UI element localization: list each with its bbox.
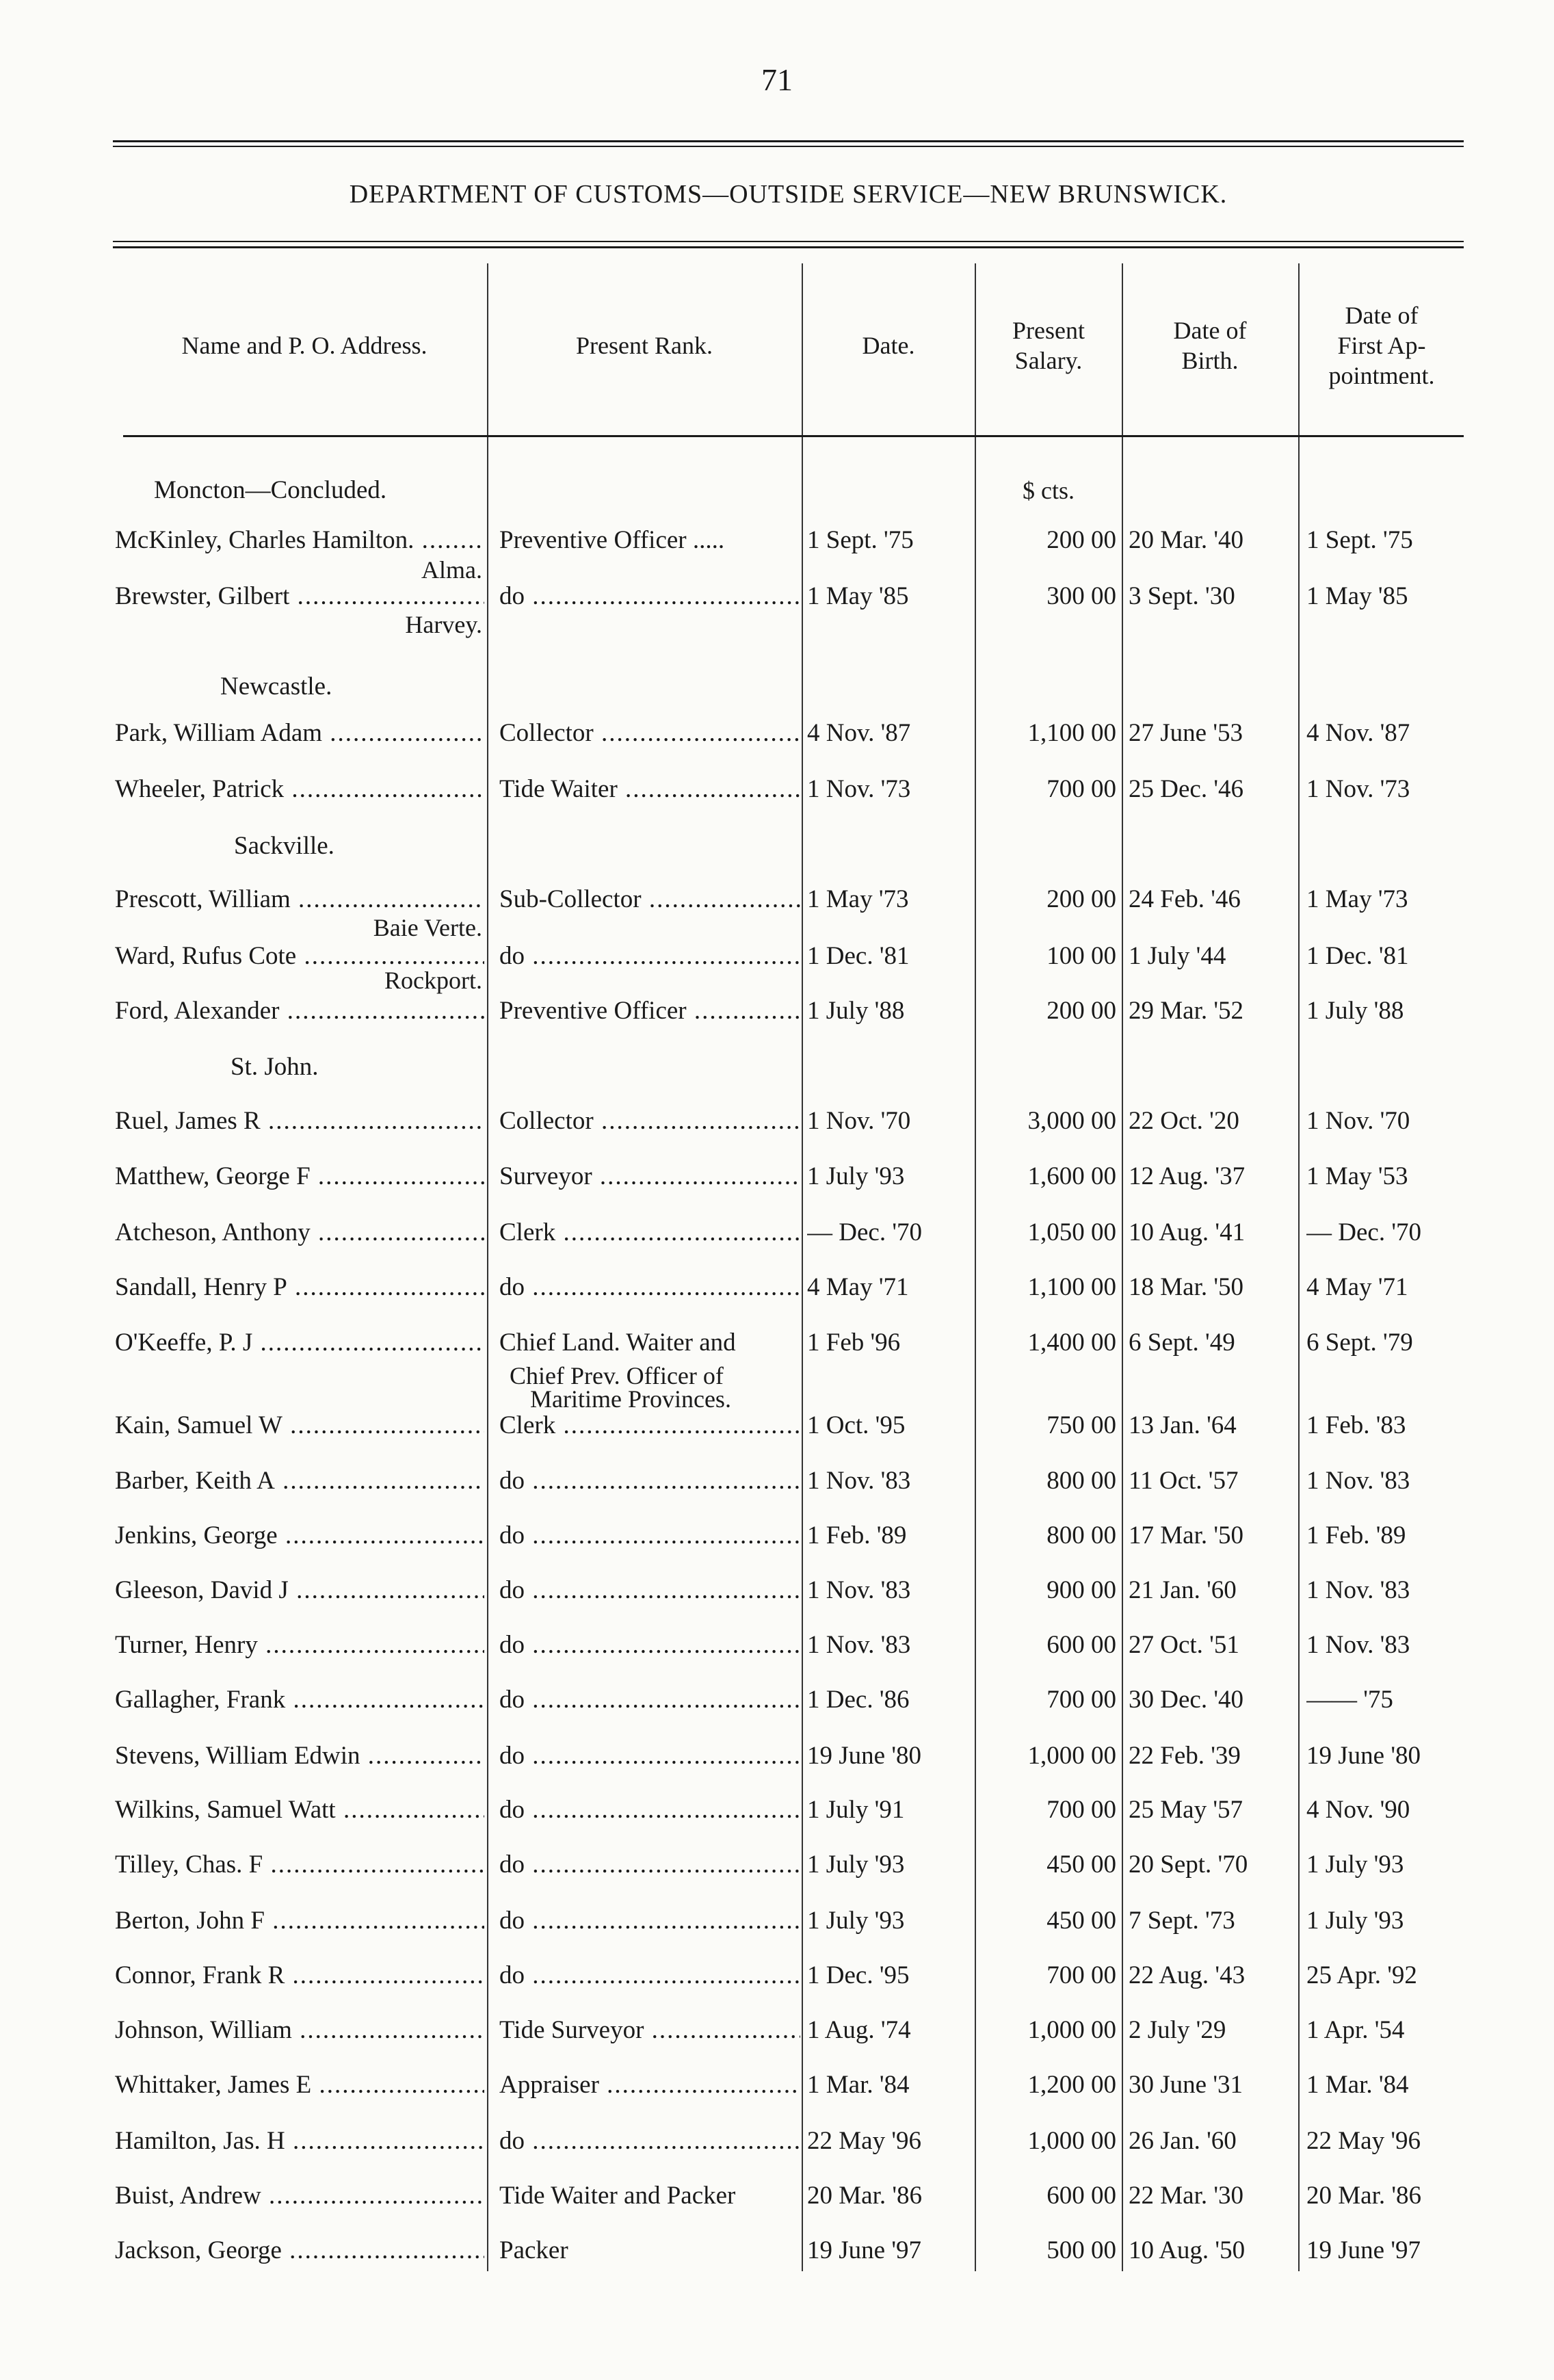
table-row	[0, 2119, 1554, 2163]
salary-cell: 1,600 00	[1027, 1162, 1116, 1190]
first-appointment-cell: 1 Apr. '54	[1306, 2016, 1405, 2044]
rank-cell: Preventive Officer .....	[499, 989, 800, 1033]
birth-date-cell: 10 Aug. '50	[1129, 2236, 1246, 2264]
table-row	[0, 1899, 1554, 1943]
section-moncton: Moncton—Concluded.	[154, 476, 387, 504]
date-cell: 1 July '93	[807, 1907, 905, 1935]
table-row	[0, 2063, 1554, 2107]
rank-cell: do .....	[499, 1623, 800, 1667]
date-cell: 1 July '91	[807, 1796, 905, 1824]
place-baie-verte: Baie Verte.	[373, 914, 482, 941]
table-row	[0, 1734, 1554, 1778]
name-cell: Whittaker, James E .....	[115, 2063, 484, 2107]
first-appointment-cell: 1 Nov. '73	[1306, 775, 1410, 803]
first-appointment-cell: 1 Nov. '83	[1306, 1467, 1410, 1495]
header-birth: Date of Birth.	[1173, 317, 1247, 374]
birth-date-cell: 25 Dec. '46	[1129, 775, 1243, 803]
first-appointment-cell: 22 May '96	[1306, 2127, 1421, 2155]
date-cell: 22 May '96	[807, 2127, 921, 2155]
name-cell: Johnson, William .....	[115, 2009, 484, 2052]
name-cell: Jenkins, George .....	[115, 1514, 484, 1558]
salary-cell: 100 00	[1046, 942, 1116, 970]
rank-cell: do .....	[499, 1843, 800, 1887]
top-rule	[113, 140, 1464, 142]
birth-date-cell: 18 Mar. '50	[1129, 1273, 1244, 1301]
birth-date-cell: 11 Oct. '57	[1129, 1467, 1239, 1495]
birth-date-cell: 21 Jan. '60	[1129, 1576, 1237, 1604]
first-appointment-cell: 25 Apr. '92	[1306, 1961, 1417, 1989]
header-first-appointment: Date of First Ap- pointment.	[1328, 302, 1435, 389]
date-cell: 1 Nov. '83	[807, 1467, 911, 1495]
first-appointment-cell: —— '75	[1306, 1686, 1393, 1714]
place-rockport: Rockport.	[384, 967, 482, 994]
table-row	[0, 2009, 1554, 2052]
rank-cell: do .....	[499, 934, 800, 978]
page-number: 71	[761, 62, 793, 97]
date-cell: 1 Dec. '86	[807, 1686, 910, 1714]
salary-cell: 900 00	[1046, 1576, 1116, 1604]
birth-date-cell: 13 Jan. '64	[1129, 1411, 1237, 1439]
date-cell: 4 Nov. '87	[807, 719, 911, 747]
name-cell: Atcheson, Anthony .....	[115, 1211, 484, 1255]
table-row	[0, 934, 1554, 978]
rank-cell: Surveyor .....	[499, 1155, 800, 1199]
name-cell: Kain, Samuel W .....	[115, 1404, 484, 1448]
section-newcastle: Newcastle.	[220, 672, 332, 701]
name-cell: Ward, Rufus Cote .....	[115, 934, 484, 978]
table-row	[0, 711, 1554, 755]
table-row	[0, 1099, 1554, 1143]
date-cell: 1 Nov. '83	[807, 1576, 911, 1604]
birth-date-cell: 22 Oct. '20	[1129, 1107, 1239, 1135]
header-date: Date.	[862, 332, 915, 359]
date-cell: 1 Feb '96	[807, 1329, 901, 1357]
first-appointment-cell: 1 July '93	[1306, 1907, 1404, 1935]
date-cell: — Dec. '70	[807, 1218, 922, 1246]
department-title: DEPARTMENT OF CUSTOMS—OUTSIDE SERVICE—NEW BRUNSWICK.	[349, 180, 1228, 209]
date-cell: 1 May '73	[807, 885, 909, 913]
salary-cell: 800 00	[1046, 1521, 1116, 1549]
rank-cell: do .....	[499, 1734, 800, 1778]
salary-cell: 600 00	[1046, 2182, 1116, 2210]
table-row	[0, 1211, 1554, 1255]
first-appointment-cell: 1 July '93	[1306, 1851, 1404, 1879]
okeeffe-rank-line3: Maritime Provinces.	[530, 1385, 731, 1413]
first-appointment-cell: 1 Feb. '89	[1306, 1521, 1406, 1549]
salary-cell: 200 00	[1046, 997, 1116, 1025]
rank-cell: do .....	[499, 1266, 800, 1309]
name-cell: Ruel, James R .....	[115, 1099, 484, 1143]
date-cell: 1 Feb. '89	[807, 1521, 907, 1549]
name-cell: Jackson, George .....	[115, 2229, 484, 2273]
table-row	[0, 1266, 1554, 1309]
table-row	[0, 1155, 1554, 1199]
birth-date-cell: 3 Sept. '30	[1129, 582, 1235, 610]
table-row	[0, 2174, 1554, 2218]
place-harvey: Harvey.	[405, 611, 482, 638]
birth-date-cell: 29 Mar. '52	[1129, 997, 1244, 1025]
currency-label: $ cts.	[1023, 477, 1075, 504]
name-cell: Turner, Henry .....	[115, 1623, 484, 1667]
date-cell: 19 June '97	[807, 2236, 921, 2264]
name-cell: Connor, Frank R .....	[115, 1954, 484, 1998]
birth-date-cell: 22 Aug. '43	[1129, 1961, 1246, 1989]
table-row	[0, 1321, 1554, 1365]
birth-date-cell: 27 Oct. '51	[1129, 1631, 1239, 1659]
first-appointment-cell: 1 May '85	[1306, 582, 1408, 610]
salary-cell: 600 00	[1046, 1631, 1116, 1659]
name-cell: Gallagher, Frank .....	[115, 1678, 484, 1722]
name-cell: Hamilton, Jas. H .....	[115, 2119, 484, 2163]
name-cell: Ford, Alexander .....	[115, 989, 484, 1033]
salary-cell: 1,000 00	[1027, 1742, 1116, 1770]
first-appointment-cell: 19 June '80	[1306, 1742, 1421, 1770]
name-cell: Matthew, George F .....	[115, 1155, 484, 1199]
rank-cell: do .....	[499, 2119, 800, 2163]
name-cell: Wilkins, Samuel Watt .....	[115, 1788, 484, 1832]
first-appointment-cell: 6 Sept. '79	[1306, 1329, 1413, 1357]
salary-cell: 1,000 00	[1027, 2016, 1116, 2044]
date-cell: 1 May '85	[807, 582, 909, 610]
rank-cell: do .....	[499, 1514, 800, 1558]
birth-date-cell: 27 June '53	[1129, 719, 1243, 747]
rank-cell: Tide Surveyor .....	[499, 2009, 800, 2052]
table-row	[0, 1843, 1554, 1887]
table-row	[0, 1514, 1554, 1558]
date-cell: 1 Nov. '73	[807, 775, 911, 803]
birth-date-cell: 6 Sept. '49	[1129, 1329, 1235, 1357]
name-cell: Stevens, William Edwin .....	[115, 1734, 484, 1778]
first-appointment-cell: 20 Mar. '86	[1306, 2182, 1422, 2210]
table-row	[0, 878, 1554, 921]
rank-cell: do .....	[499, 1899, 800, 1943]
rank-cell: do .....	[499, 1569, 800, 1612]
rank-cell: Clerk .....	[499, 1404, 800, 1448]
table-row	[0, 1459, 1554, 1503]
birth-date-cell: 20 Mar. '40	[1129, 526, 1244, 554]
okeeffe-rank-line2: Chief Prev. Officer of	[510, 1362, 724, 1389]
rank-cell: Collector .....	[499, 711, 800, 755]
table-row	[0, 519, 1554, 562]
salary-cell: 800 00	[1046, 1467, 1116, 1495]
salary-cell: 1,100 00	[1027, 1273, 1116, 1301]
date-cell: 1 Dec. '95	[807, 1961, 910, 1989]
date-cell: 1 Sept. '75	[807, 526, 914, 554]
salary-cell: 200 00	[1046, 526, 1116, 554]
salary-cell: 700 00	[1046, 1686, 1116, 1714]
date-cell: 1 Nov. '70	[807, 1107, 911, 1135]
rank-cell: do .....	[499, 1678, 800, 1722]
rank-cell: Packer	[499, 2236, 568, 2264]
table-row	[0, 989, 1554, 1033]
rank-cell: do .....	[499, 1788, 800, 1832]
salary-cell: 200 00	[1046, 885, 1116, 913]
first-appointment-cell: 1 Dec. '81	[1306, 942, 1409, 970]
rank-cell: Appraiser .....	[499, 2063, 800, 2107]
salary-cell: 300 00	[1046, 582, 1116, 610]
first-appointment-cell: 4 Nov. '90	[1306, 1796, 1410, 1824]
date-cell: 1 July '88	[807, 997, 905, 1025]
rank-cell: Chief Land. Waiter and	[499, 1329, 736, 1357]
rank-cell: do .....	[499, 1459, 800, 1503]
birth-date-cell: 30 June '31	[1129, 2071, 1243, 2099]
rank-cell: Tide Waiter .....	[499, 768, 800, 811]
first-appointment-cell: 1 July '88	[1306, 997, 1404, 1025]
salary-cell: 1,200 00	[1027, 2071, 1116, 2099]
date-cell: 1 Mar. '84	[807, 2071, 910, 2099]
birth-date-cell: 1 July '44	[1129, 942, 1226, 970]
name-cell: Buist, Andrew .....	[115, 2174, 484, 2218]
first-appointment-cell: 4 May '71	[1306, 1273, 1408, 1301]
first-appointment-cell: 1 Nov. '83	[1306, 1631, 1410, 1659]
section-st-john: St. John.	[231, 1053, 319, 1081]
birth-date-cell: 12 Aug. '37	[1129, 1162, 1246, 1190]
salary-cell: 1,400 00	[1027, 1329, 1116, 1357]
rank-cell: do .....	[499, 575, 800, 618]
name-cell: Wheeler, Patrick .....	[115, 768, 484, 811]
salary-cell: 450 00	[1046, 1851, 1116, 1879]
name-cell: McKinley, Charles Hamilton. .....	[115, 519, 484, 562]
name-cell: Prescott, William .....	[115, 878, 484, 921]
birth-date-cell: 26 Jan. '60	[1129, 2127, 1237, 2155]
name-cell: O'Keeffe, P. J .....	[115, 1321, 484, 1365]
birth-date-cell: 22 Feb. '39	[1129, 1742, 1241, 1770]
rank-cell: Sub-Collector .....	[499, 878, 800, 921]
salary-cell: 700 00	[1046, 1796, 1116, 1824]
salary-cell: 1,100 00	[1027, 719, 1116, 747]
table-row	[0, 1954, 1554, 1998]
name-cell: Sandall, Henry P .....	[115, 1266, 484, 1309]
birth-date-cell: 30 Dec. '40	[1129, 1686, 1243, 1714]
salary-cell: 1,000 00	[1027, 2127, 1116, 2155]
table-row	[0, 1678, 1554, 1722]
name-cell: Berton, John F .....	[115, 1899, 484, 1943]
header-salary: Present Salary.	[1012, 317, 1085, 374]
first-appointment-cell: 1 Feb. '83	[1306, 1411, 1406, 1439]
first-appointment-cell: 1 May '73	[1306, 885, 1408, 913]
birth-date-cell: 10 Aug. '41	[1129, 1218, 1246, 1246]
name-cell: Brewster, Gilbert .....	[115, 575, 484, 618]
first-appointment-cell: 1 Sept. '75	[1306, 526, 1413, 554]
header-rank: Present Rank.	[576, 332, 713, 359]
header-name: Name and P. O. Address.	[181, 332, 427, 359]
first-appointment-cell: 1 Mar. '84	[1306, 2071, 1409, 2099]
name-cell: Gleeson, David J .....	[115, 1569, 484, 1612]
date-cell: 1 July '93	[807, 1851, 905, 1879]
salary-cell: 3,000 00	[1027, 1107, 1116, 1135]
rank-cell: Collector .....	[499, 1099, 800, 1143]
date-cell: 19 June '80	[807, 1742, 921, 1770]
first-appointment-cell: 1 Nov. '83	[1306, 1576, 1410, 1604]
title-rule	[113, 246, 1464, 248]
table-row	[0, 768, 1554, 811]
first-appointment-cell: 4 Nov. '87	[1306, 719, 1410, 747]
rank-cell: Tide Waiter and Packer	[499, 2182, 736, 2210]
table-row	[0, 575, 1554, 618]
title-rule-thin	[113, 241, 1464, 242]
birth-date-cell: 2 July '29	[1129, 2016, 1226, 2044]
birth-date-cell: 25 May '57	[1129, 1796, 1243, 1824]
table-row	[0, 1569, 1554, 1612]
name-cell: Park, William Adam .....	[115, 711, 484, 755]
first-appointment-cell: 1 Nov. '70	[1306, 1107, 1410, 1135]
date-cell: 1 Dec. '81	[807, 942, 910, 970]
birth-date-cell: 17 Mar. '50	[1129, 1521, 1244, 1549]
date-cell: 1 Aug. '74	[807, 2016, 911, 2044]
rank-cell: Preventive Officer .....	[499, 526, 725, 554]
salary-cell: 500 00	[1046, 2236, 1116, 2264]
first-appointment-cell: 1 May '53	[1306, 1162, 1408, 1190]
salary-cell: 1,050 00	[1027, 1218, 1116, 1246]
place-alma: Alma.	[421, 556, 482, 584]
rank-cell: do .....	[499, 1954, 800, 1998]
first-appointment-cell: 19 June '97	[1306, 2236, 1421, 2264]
date-cell: 20 Mar. '86	[807, 2182, 923, 2210]
birth-date-cell: 24 Feb. '46	[1129, 885, 1241, 913]
table-row	[0, 1623, 1554, 1667]
birth-date-cell: 20 Sept. '70	[1129, 1851, 1248, 1879]
date-cell: 1 July '93	[807, 1162, 905, 1190]
salary-cell: 750 00	[1046, 1411, 1116, 1439]
table-row	[0, 1788, 1554, 1832]
top-rule-thin	[113, 146, 1464, 147]
rank-cell: Clerk .....	[499, 1211, 800, 1255]
date-cell: 4 May '71	[807, 1273, 909, 1301]
salary-cell: 700 00	[1046, 1961, 1116, 1989]
date-cell: 1 Oct. '95	[807, 1411, 906, 1439]
section-sackville: Sackville.	[234, 832, 334, 860]
table-row	[0, 2229, 1554, 2273]
name-cell: Barber, Keith A .....	[115, 1459, 484, 1503]
first-appointment-cell: — Dec. '70	[1306, 1218, 1421, 1246]
salary-cell: 450 00	[1046, 1907, 1116, 1935]
birth-date-cell: 7 Sept. '73	[1129, 1907, 1235, 1935]
name-cell: Tilley, Chas. F .....	[115, 1843, 484, 1887]
birth-date-cell: 22 Mar. '30	[1129, 2182, 1244, 2210]
date-cell: 1 Nov. '83	[807, 1631, 911, 1659]
header-rule	[123, 435, 1464, 437]
salary-cell: 700 00	[1046, 775, 1116, 803]
